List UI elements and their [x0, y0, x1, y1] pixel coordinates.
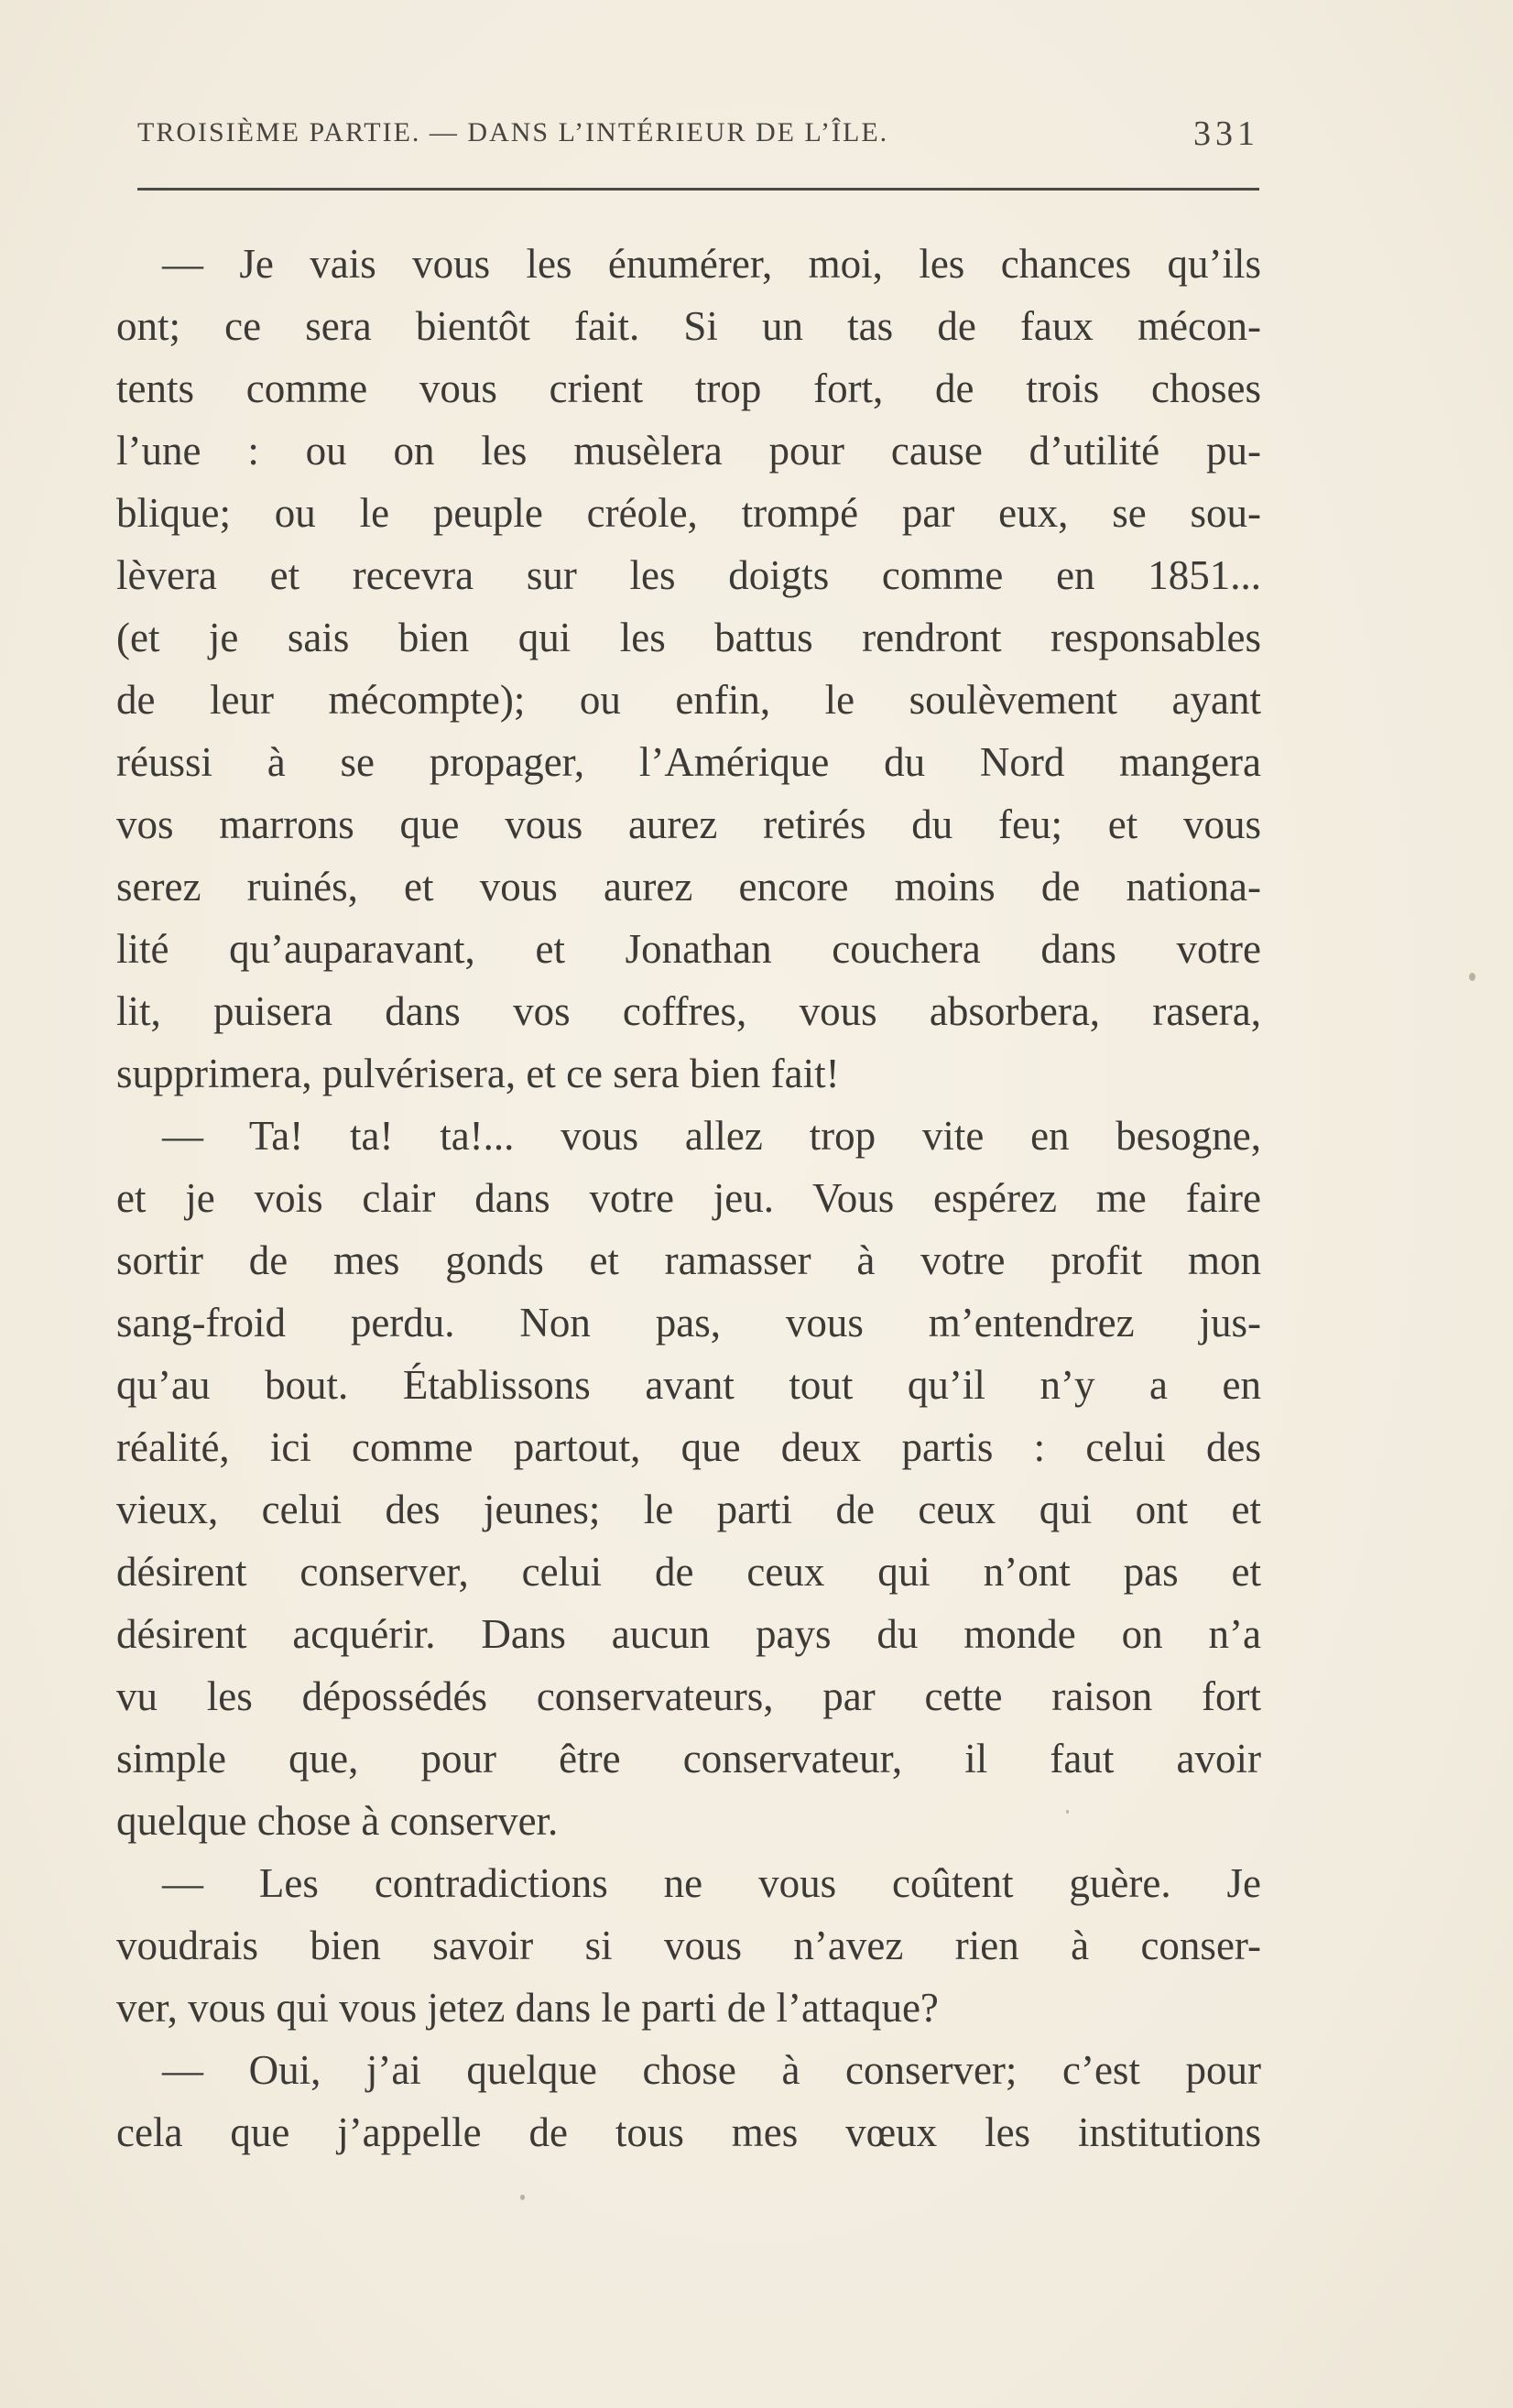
text-line: — Oui, j’ai quelque chose à conserver; c’est pour — [162, 2047, 1261, 2093]
text-line: simple que, pour être conservateur, il faut avoir — [116, 1736, 1261, 1781]
text-line: — Les contradictions ne vous coûtent guère. Je — [162, 1860, 1261, 1906]
text-line: blique; ou le peuple créole, trompé par eux, se sou- — [116, 490, 1261, 536]
text-line: vu les dépossédés conservateurs, par cette raison fort — [116, 1673, 1261, 1719]
text-line: — Ta! ta! ta!... vous allez trop vite en besogne, — [162, 1113, 1261, 1159]
text-line: cela que j’appelle de tous mes vœux les institutions — [116, 2109, 1261, 2155]
text-line: de leur mécompte); ou enfin, le soulèvement ayant — [116, 677, 1261, 723]
text-line: ont; ce sera bientôt fait. Si un tas de faux mécon- — [116, 303, 1261, 349]
text-line: réussi à se propager, l’Amérique du Nord mangera — [116, 739, 1261, 785]
text-line: voudrais bien savoir si vous n’avez rien à conser- — [116, 1923, 1261, 1968]
text-line: — Je vais vous les énumérer, moi, les chances qu’ils — [162, 241, 1261, 287]
text-line: et je vois clair dans votre jeu. Vous espérez me faire — [116, 1175, 1261, 1221]
text-line: sang-froid perdu. Non pas, vous m’entendrez jus- — [116, 1300, 1261, 1346]
running-title: TROISIÈME PARTIE. — DANS L’INTÉRIEUR DE L’ÎLE. — [137, 117, 889, 147]
paper-speck — [520, 2195, 525, 2200]
text-line: lèvera et recevra sur les doigts comme en 1851... — [116, 552, 1261, 598]
text-line: serez ruinés, et vous aurez encore moins de nationa- — [116, 864, 1261, 910]
text-line: vos marrons que vous aurez retirés du feu; et vous — [116, 801, 1261, 847]
text-line: tents comme vous crient trop fort, de trois choses — [116, 365, 1261, 411]
text-line: lit, puisera dans vos coffres, vous absorbera, rasera, — [116, 988, 1261, 1034]
header-rule — [137, 188, 1259, 191]
text-line: désirent acquérir. Dans aucun pays du monde on n’a — [116, 1611, 1261, 1657]
text-line: lité qu’auparavant, et Jonathan couchera dans votre — [116, 926, 1261, 972]
paper-speck — [1066, 1810, 1069, 1814]
text-line: vieux, celui des jeunes; le parti de ceux qui ont et — [116, 1487, 1261, 1532]
text-line: (et je sais bien qui les battus rendront responsables — [116, 615, 1261, 660]
text-line: l’une : ou on les musèlera pour cause d’utilité pu- — [116, 428, 1261, 474]
paper-speck — [1469, 973, 1475, 981]
text-line: quelque chose à conserver. — [116, 1798, 559, 1844]
text-line: qu’au bout. Établissons avant tout qu’il n’y a en — [116, 1362, 1261, 1408]
text-line: supprimera, pulvérisera, et ce sera bien fait! — [116, 1051, 840, 1096]
text-line: réalité, ici comme partout, que deux partis : celui des — [116, 1424, 1261, 1470]
page-header — [137, 108, 1259, 163]
text-line: ver, vous qui vous jetez dans le parti de l’attaque? — [116, 1985, 939, 2031]
page-number: 331 — [1193, 114, 1259, 153]
text-line: désirent conserver, celui de ceux qui n’ont pas et — [116, 1549, 1261, 1595]
text-body — [116, 233, 1261, 2163]
text-line: sortir de mes gonds et ramasser à votre profit mon — [116, 1237, 1261, 1283]
